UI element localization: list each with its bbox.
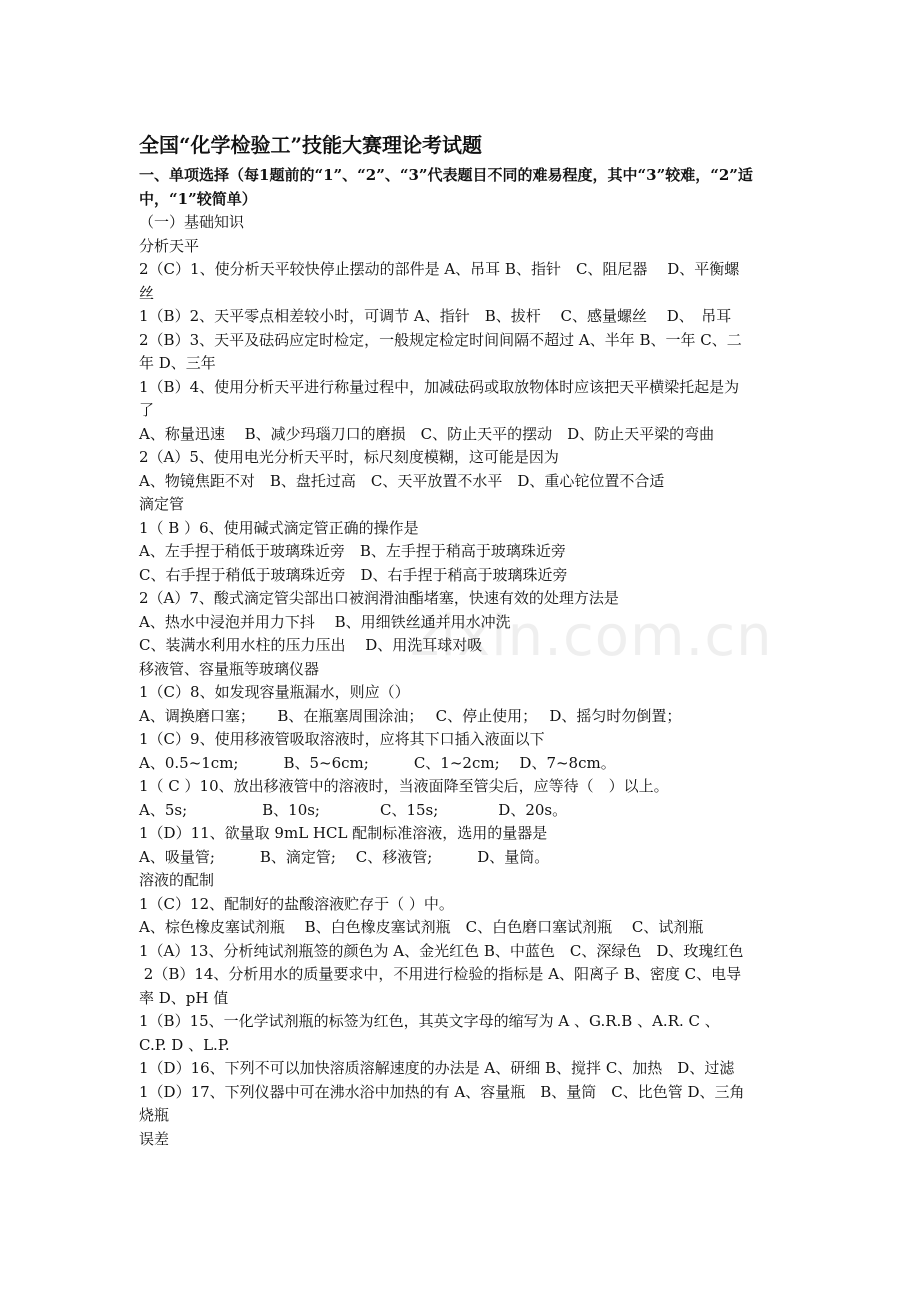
text-line: 1（D）17、下列仪器中可在沸水浴中加热的有 A、容量瓶 B、量筒 C、比色管 D、三角 [139,1082,745,1101]
text-line: 1（C）12、配制好的盐酸溶液贮存于（ ）中。 [139,894,454,913]
document-page [139,128,789,1151]
text-line: 年 D、三年 [139,354,216,372]
text-line: A、热水中浸泡并用力下抖 B、用细铁丝通并用水冲洗 [139,612,511,631]
text-line: A、棕色橡皮塞试剂瓶 B、白色橡皮塞试剂瓶 C、白色磨口塞试剂瓶 C、试剂瓶 [139,918,704,936]
text-line: 丝 [139,283,155,302]
text-line: 率 D、pH 值 [139,988,229,1007]
section-instruction: 一、单项选择（每1题前的“1”、“2”、“3”代表题目不同的难易程度，其中“3”较难，“2”适中，“1”较简单） [139,166,753,208]
text-line: 2（A）7、酸式滴定管尖部出口被润滑油酯堵塞，快速有效的处理方法是 [139,589,619,607]
text-line: C、右手捏于稍低于玻璃珠近旁 D、右手捏于稍高于玻璃珠近旁 [139,565,568,584]
text-line: 1（C）8、如发现容量瓶漏水，则应（） [139,683,410,701]
text-line: （一）基础知识 [139,213,245,231]
text-line: 2（B）3、天平及砝码应定时检定，一般规定检定时间间隔不超过 A、半年 B、一年 C、二 [139,330,742,349]
text-line: 1（D）11、欲量取 9mL HCL 配制标准溶液，选用的量器是 [139,824,548,842]
text-line: 1（ B ）6、使用碱式滴定管正确的操作是 [139,518,419,537]
text-line: C.P. D 、L.P. [139,1035,230,1054]
text-line: 烧瓶 [139,1106,170,1124]
text-line: 1（A）13、分析纯试剂瓶签的颜色为 A、金光红色 B、中蓝色 C、深绿色 D、玫瑰红色 [139,941,744,960]
text-line: 1（C）9、使用移液管吸取溶液时，应将其下口插入液面以下 [139,730,545,748]
text-line: 分析天平 [139,236,200,255]
text-line: A、吸量管; B、滴定管; C、移液管; D、量筒。 [139,847,550,866]
text-line: 1（D）16、下列不可以加快溶质溶解速度的办法是 A、研细 B、搅拌 C、加热 D、过滤 [139,1059,735,1077]
text-line: A、物镜焦距不对 B、盘托过高 C、天平放置不水平 D、重心铊位置不合适 [139,471,665,490]
text-line: 1（ C ）10、放出移液管中的溶液时，当液面降至管尖后，应等待（ ）以上。 [139,777,669,795]
text-line: A、称量迅速 B、减少玛瑙刀口的磨损 C、防止天平的摆动 D、防止天平梁的弯曲 [139,424,715,443]
text-line: 2（B）14、分析用水的质量要求中，不用进行检验的指标是 A、阳离子 B、密度 C、电导 [139,965,742,983]
text-line: 2（A）5、使用电光分析天平时，标尺刻度模糊，这可能是因为 [139,448,559,466]
text-line: 溶液的配制 [139,871,215,889]
text-line: 1（B）4、使用分析天平进行称量过程中，加减砝码或取放物体时应该把天平横梁托起是为 [139,377,740,396]
text-line: 滴定管 [139,495,185,513]
text-line: 移液管、容量瓶等玻璃仪器 [139,659,320,678]
watermark: zixin.com.cn [410,604,773,669]
text-line: 误差 [139,1129,170,1148]
question-list [139,211,789,1151]
text-line: 1（B）15、一化学试剂瓶的标签为红色，其英文字母的缩写为 A 、G.R.B 、A.R. C 、 [139,1012,720,1030]
text-line: A、调换磨口塞； B、在瓶塞周围涂油； C、停止使用； D、摇匀时勿倒置； [139,706,682,725]
text-line: A、5s; B、10s; C、15s; D、20s。 [139,800,568,819]
text-line: A、0.5~1cm; B、5~6cm; C、1~2cm; D、7~8cm。 [139,753,616,772]
text-line: C、装满水利用水柱的压力压出 D、用洗耳球对吸 [139,636,483,654]
text-line: A、左手捏于稍低于玻璃珠近旁 B、左手捏于稍高于玻璃珠近旁 [139,542,566,560]
text-line: 2（C）1、使分析天平较快停止摆动的部件是 A、吊耳 B、指针 C、阻尼器 D、平衡螺 [139,260,740,278]
document-title: 全国“化学检验工”技能大赛理论考试题 [139,133,483,157]
text-line: 了 [139,401,155,419]
text-line: 1（B）2、天平零点相差较小时，可调节 A、指针 B、拔杆 C、感量螺丝 D、 吊耳 [139,307,732,325]
